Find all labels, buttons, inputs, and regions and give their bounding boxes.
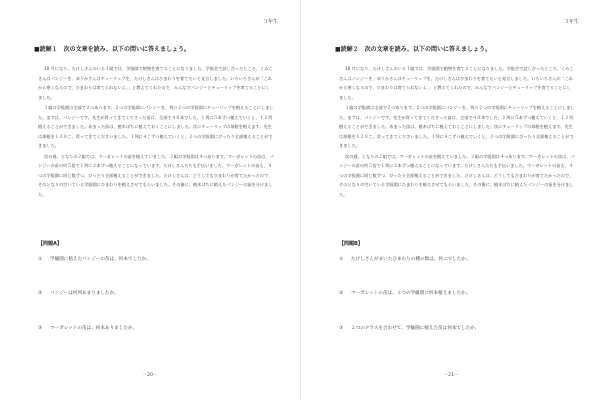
question-text: たけしさんがまいたひまわりの種の数は、何こでしたか。: [351, 257, 471, 262]
passage-paragraph: 10 月になり、たけしさんのいる１組では、学級園で植物を育てることになりました。学級会で話し合ったところ、くみこさんはパンジーを、ゆうかさんはチューリップを、たけしさんはひまわりを育てたいと発言しました。いろいろさんが「これから寒くなるので、ひまわりは育てられないよ。」と教えてくれたので、みんなでパンジーとチューリップを育てることにしました。: [339, 66, 574, 100]
passage-paragraph: 10 月になり、たけしさんのいる１組では、学級園で植物を育てることになりました。学級会で話し合ったところ、くみこさんはパンジーを、ゆうかさんはチューリップを、たけしさんはひまわりを育てたいと発言しました。いろいろさんが「これから寒くなるので、ひまわりは育てられないよ。」と教えてくれたので、みんなでパンジーとチューリップを育てることにしました。: [38, 66, 273, 100]
question-number: ①: [38, 257, 43, 262]
page-number: －20－: [142, 373, 158, 378]
section-heading: ■読解１ 次の文章を読み、以下の問いに答えましょう。: [34, 46, 191, 53]
question-item: [38, 325, 137, 331]
question-text: マーガレットの苗は、何本ありましたか。: [50, 326, 138, 331]
passage-paragraph: １組の学級園は全部で２つあります。２つの学級園にパンジーを、残り２つの学級園にチューリップを植えることにしました。まずは、パンジーです。先生が買ってきてくださった苗は、全部で４０本でした。１列に５本ずつ植えていくと、１２列植えることができました。あまった苗は、植木ばちに植えておくことにしました。次にチューリップの球根を植えます。先生は球根を１２０こ、買ってきてくださいました。１列に４こずつ植えていくと、２つの学級園にぴったり全部植えることができました。: [38, 105, 274, 148]
question-item: [38, 256, 151, 262]
question-title: 【問題A】: [38, 241, 62, 247]
question-item: [38, 290, 119, 296]
passage-paragraph: １組の学級園は全部で２つあります。２つの学級園にパンジーを、残り２つの学級園にチューリップを植えることにしました。まずは、パンジーです。先生が買ってきてくださった苗は、全部で４０本でした。１列に５本ずつ植えていくと、１２列植えることができました。あまった苗は、植木ばちに植えておくことにしました。次にチューリップの球根を植えます。先生は球根を１２０こ、買ってきてくださいました。１列に４こずつ植えていくと、２つの学級園にぴったり全部植えることができました。: [339, 105, 575, 148]
section-heading: ■読解２ 次の文章を読み、以下の問いに答えましょう。: [335, 46, 492, 53]
question-number: ③: [339, 326, 344, 331]
passage-paragraph: 次の週、となりの２組では、マーガレットの苗を植えていました。２組の学級園は４つあります。マーガレットの苗は、パンジーの苗の約５倍で１列に２本ずつ植えることになっています。たけしさんたちも手伝いました。マーガレットの苗も、４つの学級園に同じ数ずつ、ぴったり全部植えることができました。たけしさんは、どうしてもひまわりが育てたかったので、そのとなりの空いている学級園にひまわりを植えさせてもらいました。その後に、植木ばちに植えたパンジーの苗を分けました。: [38, 153, 274, 197]
page-number: －21－: [443, 373, 459, 378]
question-number: ①: [339, 257, 344, 262]
question-number: ③: [38, 326, 43, 331]
question-text: パンジーは何列あまりましたか。: [50, 291, 119, 296]
question-number: ②: [339, 291, 344, 296]
grade-label: ３年生: [563, 19, 579, 25]
question-item: [339, 256, 470, 262]
reading-passage: [38, 64, 274, 200]
question-title: 【問題B】: [339, 241, 363, 247]
right-page: [300, 0, 600, 400]
question-text: マーガレットの苗は、１つの学級園に何本植えましたか。: [351, 291, 471, 296]
passage-paragraph: 次の週、となりの２組では、マーガレットの苗を植えていました。２組の学級園は４つあります。マーガレットの苗は、パンジーの苗の約５倍で１列に２本ずつ植えることになっています。たけしさんたちも手伝いました。マーガレットの苗も、４つの学級園に同じ数ずつ、ぴったり全部植えることができました。たけしさんは、どうしてもひまわりが育てたかったので、そのとなりの空いている学級園にひまわりを植えさせてもらいました。その後に、植木ばちに植えたパンジーの苗を分けました。: [339, 153, 575, 197]
reading-passage: [339, 64, 575, 200]
question-item: [339, 290, 470, 296]
question-number: ②: [38, 291, 43, 296]
question-item: [339, 325, 479, 331]
question-text: 学級園に植えたパンジーの苗は、何本でしたか。: [50, 257, 151, 262]
grade-label: ３年生: [262, 19, 278, 25]
question-text: ２つのクラスを合わせて、学級園に植えた苗は何本でしたか。: [351, 326, 480, 331]
